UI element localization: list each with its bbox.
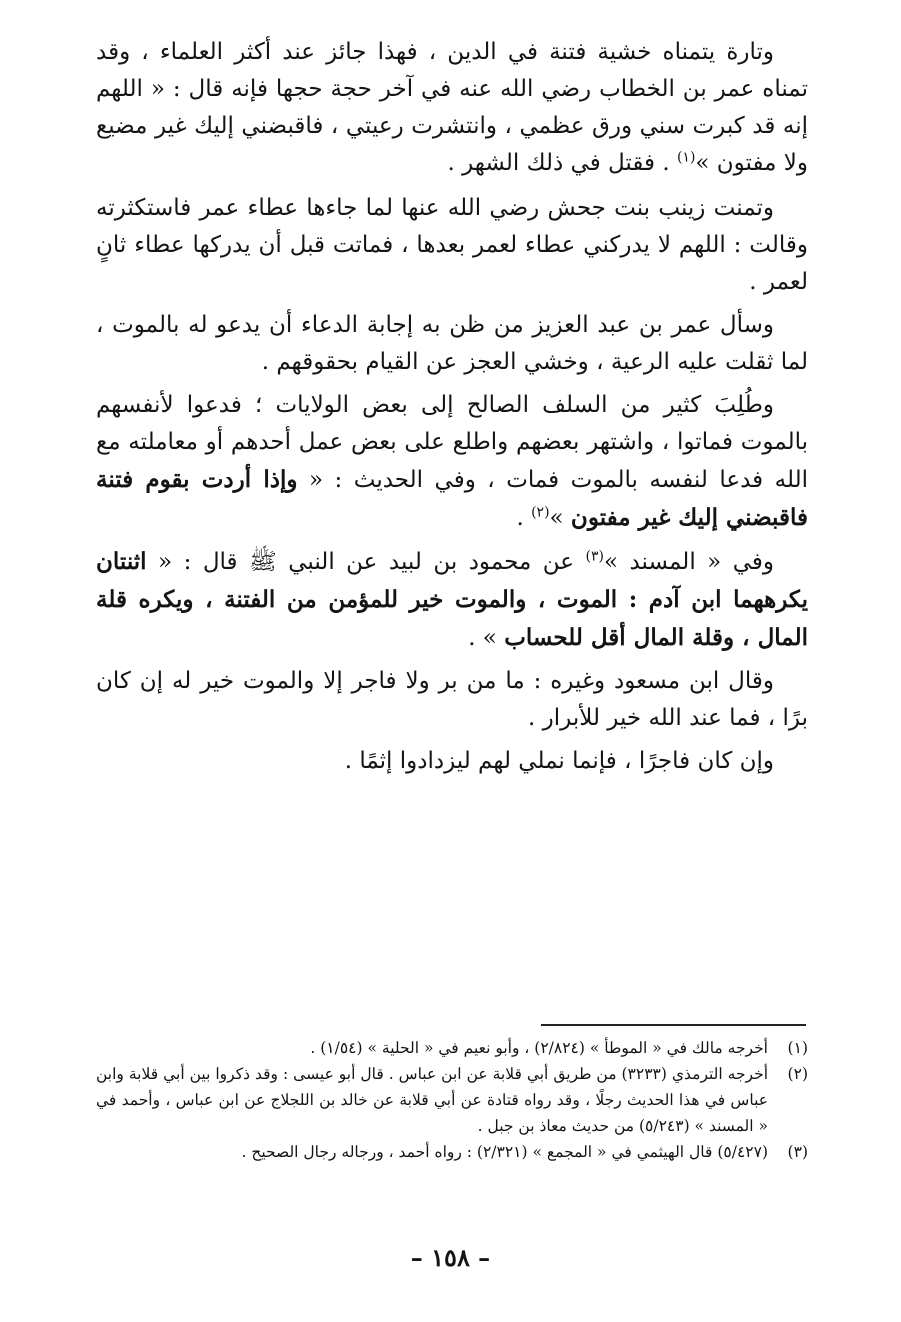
footnote-marker: (٢) [531, 504, 550, 521]
paragraph-text: وطُلِبَ كثير من السلف الصالح إلى بعض الولايات ؛ فدعوا لأنفسهم بالموت فماتوا ، واشتهر بعضهم واطلع على بعض عمل أحدهم أو معاملته مع الله فدعا لنفسه بالموت فمات ، وفي الحديث : « [96, 392, 808, 493]
paragraph [96, 387, 808, 537]
footnote-text: أخرجه مالك في « الموطأ » (٢/٨٢٤) ، وأبو نعيم في « الحلية » (١/٥٤) . [310, 1039, 768, 1057]
paragraph [96, 34, 808, 182]
main-text [96, 34, 808, 780]
paragraph [96, 190, 808, 301]
page-number: – ١٥٨ – [410, 1243, 491, 1272]
footnote-marker: (٣) [585, 548, 604, 565]
hadith-text: اثنتان يكرههما ابن آدم : الموت ، والموت خير للمؤمن من الفتنة ، ويكره قلة المال ، وقلة المال أقل للحساب [96, 548, 808, 651]
paragraph-text: . [516, 505, 532, 531]
paragraph-text: وتمنت زينب بنت جحش رضي الله عنها لما جاءها عطاء عمر فاستكثرته وقالت : اللهم لا يدركني عطاء لعمر بعدها ، فماتت قبل أن يدركها عطاء ثانٍ لعمر . [96, 195, 808, 295]
footnote-separator [541, 1024, 806, 1026]
paragraph-text: » [549, 505, 571, 531]
paragraph [96, 543, 808, 657]
paragraph-text: » . [468, 625, 505, 651]
paragraph-text: عن محمود بن لبيد عن النبي ﷺ قال : « [146, 549, 586, 575]
paragraph [96, 743, 808, 780]
footnote-text: (٥/٤٢٧) قال الهيثمي في « المجمع » (٢/٣٢١) : رواه أحمد ، ورجاله رجال الصحيح . [241, 1143, 768, 1161]
footnotes [96, 1035, 808, 1165]
paragraph [96, 663, 808, 737]
footnote [96, 1035, 808, 1061]
footnote-text: أخرجه الترمذي (٣٢٣٣) من طريق أبي قلابة عن ابن عباس . قال أبو عيسى : وقد ذكروا بين أبي قلابة وابن عباس في هذا الحديث رجلًا ، وقد رواه قتادة عن أبي قلابة عن خالد بن اللجلاج عن ابن عباس ، وأحمد في « المسند » (٥/٢٤٣) من حديث معاذ بن جبل . [96, 1065, 768, 1135]
paragraph-text: وسأل عمر بن عبد العزيز من ظن به إجابة الدعاء أن يدعو له بالموت ، لما ثقلت عليه الرعية ، وخشي العجز عن القيام بحقوقهم . [96, 312, 808, 375]
paragraph-text: . فقتل في ذلك الشهر . [447, 150, 677, 176]
paragraph [96, 307, 808, 381]
footnote [96, 1139, 808, 1165]
footnote [96, 1061, 808, 1139]
footnote-marker: (١) [676, 149, 696, 166]
footnote-number: (٢) [787, 1065, 808, 1083]
paragraph-text: وإن كان فاجرًا ، فإنما نملي لهم ليزدادوا إثمًا . [344, 748, 774, 774]
footnote-number: (٣) [787, 1143, 808, 1161]
footnote-number: (١) [787, 1039, 808, 1057]
hadith-text: وإذا أردت بقوم فتنة فاقبضني إليك غير مفتون [96, 466, 808, 531]
paragraph-text: وقال ابن مسعود وغيره : ما من بر ولا فاجر إلا والموت خير له إن كان برًا ، فما عند الله خير للأبرار . [96, 668, 808, 731]
paragraph-text: وفي « المسند » [603, 549, 774, 575]
paragraph-text: وتارة يتمناه خشية فتنة في الدين ، فهذا جائز عند أكثر العلماء ، وقد تمناه عمر بن الخطاب رضي الله عنه في آخر حجة حجها فإنه قال : « اللهم إنه قد كبرت سني ورق عظمي ، وانتشرت رعيتي ، فاقبضني إليك غير مضيع ولا مفتون » [96, 39, 808, 176]
